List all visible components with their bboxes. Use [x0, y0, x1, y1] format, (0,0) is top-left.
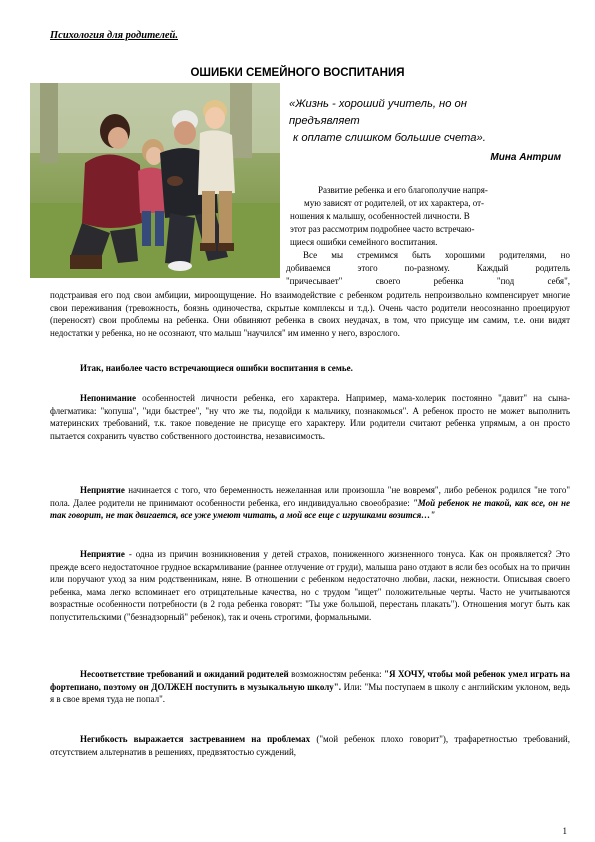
intro-line: "причесывает" своего ребенка "под себя",: [286, 276, 570, 286]
section-text: ("мой ребенок плохо говорит"), трафаретностью требований, отсутствием альтернатив в решениях, предвзятостью суждений,: [50, 734, 570, 757]
section-term: Несоответствие требований и ожиданий родителей: [80, 669, 289, 679]
epigraph: [289, 96, 559, 147]
epigraph-line-1: «Жизнь - хороший учитель, но он: [289, 98, 467, 110]
section-paragraph: [50, 484, 570, 522]
intro-line: ношения к малышу, особенностей личности. В: [290, 211, 470, 221]
intro-line: мую зависят от родителей, от их характера, от-: [304, 198, 485, 208]
section-term: Непонимание: [80, 393, 136, 403]
page-number: 1: [562, 826, 567, 836]
family-photo: [30, 83, 280, 278]
lead-text: Итак, наиболее часто встречающиеся ошибки воспитания в семье.: [80, 363, 353, 373]
intro-paragraph: [50, 289, 570, 339]
lead-paragraph: [50, 362, 570, 375]
section-text: возможностям ребенка:: [288, 669, 385, 679]
epigraph-line-2: предъявляет: [289, 115, 360, 127]
section-text: - одна из причин возникновения у детей страхов, пониженного жизненного тонуса. Как он проявляется? Это прежде всего недостаточное грудное вскармливание (раннее отлучение от груди), малыша рано отдают в ясли без особых на то причин или поручают уход за ним родственникам, няне. В отношении с ребенком недостаточно любви, ласки, нежности. Описывая своего ребенка, мама легко вспоминает его отрицательные качества, но с трудом "ищет" положительные черты. Часто не учитываются возрастные особенности потребности (в 2 года ребенка говорят: "Ты уже большой, перестань плакать"). Отношения могут быть как попустительскими ("безнадзорный" ребенок), так и очень строгими, формальными.: [50, 549, 570, 622]
intro-line: Развитие ребенка и его благополучие напря-: [318, 185, 488, 195]
intro-line: добиваемся этого по-разному. Каждый родитель: [286, 263, 570, 273]
running-header: Психология для родителей.: [50, 30, 179, 41]
section-paragraph: [50, 668, 570, 706]
section-term: Негибкость выражается застреванием на проблемах: [80, 734, 311, 744]
section-term: Неприятие: [80, 485, 125, 495]
section-paragraph: [50, 392, 570, 442]
article-title: ОШИБКИ СЕМЕЙНОГО ВОСПИТАНИЯ: [190, 67, 405, 79]
intro-line: Все мы стремимся быть хорошими родителями, но: [303, 250, 570, 260]
section-paragraph: [50, 548, 570, 624]
section-quote: "Я ХОЧУ, чтобы мой ребенок умел играть на фортепиано, поэтому он ДОЛЖЕН поступить в музыкальную школу".: [50, 669, 570, 692]
epigraph-line-3: к оплате слишком большие счета».: [293, 132, 486, 144]
section-paragraph: [50, 733, 570, 758]
intro-line: щиеся ошибки семейного воспитания.: [290, 237, 438, 247]
section-term: Неприятие: [80, 549, 125, 559]
section-text-after: Или: "Мы поступаем в школу с английским уклоном, ведь я в свое время туда не попал".: [50, 681, 570, 705]
section-quote: "Мой ребенок не такой, как все, он не так говорит, не так двигается, все уже умеют читать, а мой все еще с игрушками возится…": [50, 497, 570, 521]
section-text: особенностей личности ребенка, его характера. Например, мама-холерик постоянно "давит" на сына-флегматика: "копуша", "иди быстрее", "ну что же ты, подойди к мальчику, познакомься". А ребенок просто не может выполнить материнских требований, т.к. такое поведение не присуще его характеру. Или родители считают ребенка упрямым, а он просто пытается сохранить чувство собственного достоинства, независимость.: [50, 393, 570, 441]
epigraph-author: Мина Антрим: [490, 152, 561, 163]
intro-text: подстраивая его под свои амбиции, мироощущение. Но взаимодействие с ребенком родитель непроизвольно компенсирует многие свои переживания (тревожность, боязнь одиночества, скрытые комплексы и т.д.). Очень часто родители неосознанно проецируют (переносят) свои проблемы на ребенка. Они обвиняют ребенка в своих неудачах, в том, что присуще им самим, т.е. они видят недостатки у ребенка, но не осознают, что малыш "научился" им именно у него, взрослого.: [50, 290, 570, 338]
section-text: начинается с того, что беременность нежеланная или произошла "не вовремя", либо ребенок родился "не того" пола. Далее родители не принимают особенности ребенка, его индивидуально своеобразие:: [50, 485, 570, 508]
intro-line: этот раз рассмотрим подробнее часто встречаю-: [290, 224, 475, 234]
